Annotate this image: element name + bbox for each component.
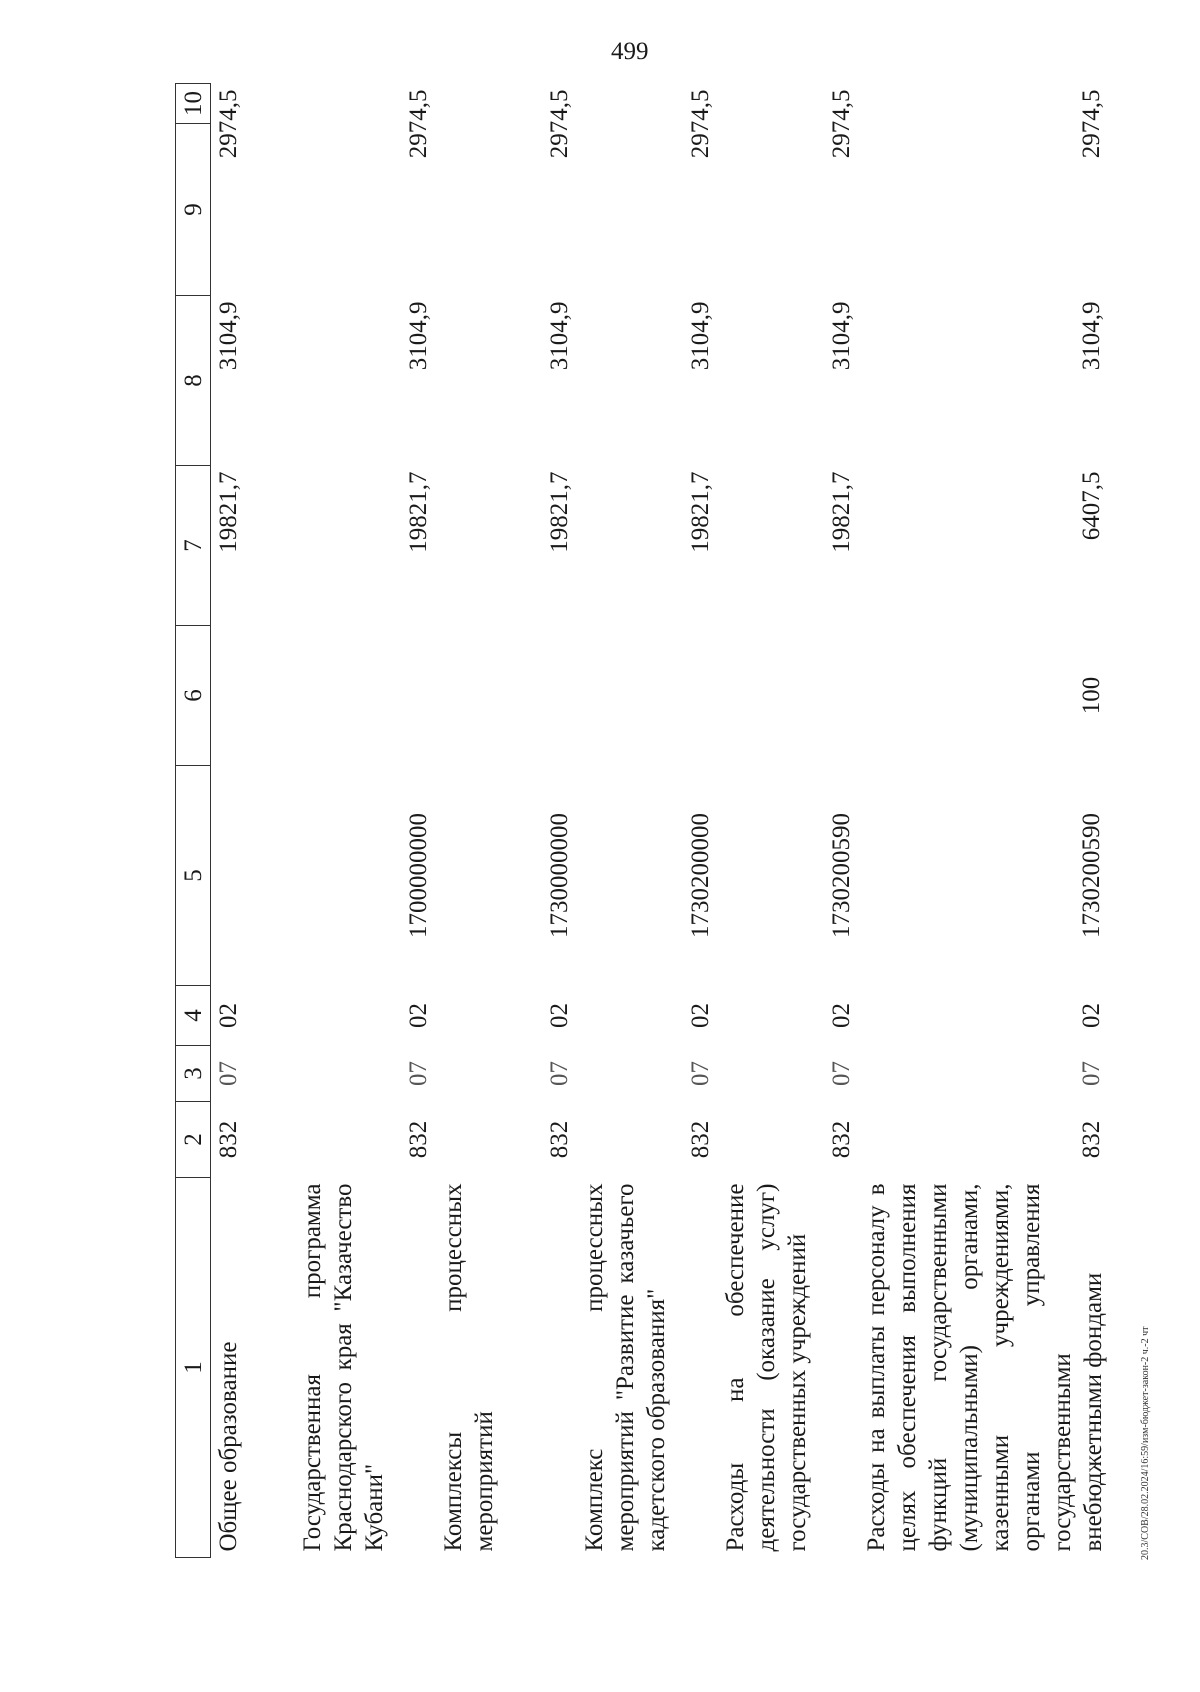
row-name: Государственная программа Краснодарского края "Казачество Кубани" [298, 1183, 388, 1552]
cell-col8: 19821,7 [215, 471, 242, 553]
cell-col5: 02 [215, 1003, 242, 1028]
cell-col3: 832 [827, 1120, 855, 1159]
cell-col10: 2974,5 [827, 89, 855, 159]
cell-col5: 02 [827, 1003, 855, 1028]
document-footer-note: 20.3/СОВ/28.02.2024/16:59/изм-бюджет-закон-2 ч.-2 чт [1140, 1326, 1151, 1560]
cell-col5: 02 [545, 1003, 573, 1028]
column-header: 2 [176, 1102, 211, 1178]
column-header: 6 [176, 626, 211, 766]
cell-col10: 2974,5 [404, 89, 432, 159]
column-header: 3 [176, 1046, 211, 1102]
cell-col6: 1730200590 [1077, 813, 1105, 938]
cell-col4: 07 [1077, 1061, 1105, 1086]
cell-col9: 3104,9 [827, 301, 855, 371]
table-row [436, 84, 577, 1558]
row-name: Расходы на выплаты персоналу в целях обеспечения выполнения функций государственными (муниципальными) органами, казенными учреждениями, органами управления государственными внебюджетными фондами [862, 1183, 1107, 1552]
cell-col6: 1730000000 [545, 813, 573, 938]
cell-col5: 02 [404, 1003, 432, 1028]
column-header: 10 [176, 84, 211, 124]
column-header: 1 [176, 1178, 211, 1558]
column-header: 4 [176, 986, 211, 1046]
column-header: 5 [176, 766, 211, 986]
cell-col10: 2974,5 [215, 89, 242, 159]
table-row [295, 84, 436, 1558]
cell-col9: 3104,9 [404, 301, 432, 371]
cell-col8: 19821,7 [827, 471, 855, 553]
cell-col3: 832 [215, 1120, 242, 1159]
row-name: Комплекс процессных мероприятий "Развитие казачьего кадетского образования" [580, 1183, 670, 1552]
table-row [718, 84, 859, 1558]
cell-col6 [211, 766, 295, 986]
cell-col4: 07 [545, 1061, 573, 1086]
row-name: Комплексы процессных мероприятий [439, 1183, 498, 1552]
cell-col8: 6407,5 [1077, 471, 1105, 541]
rotated-table-wrapper [175, 84, 1107, 1558]
cell-col10: 2974,5 [545, 89, 573, 159]
cell-col3: 832 [1077, 1120, 1105, 1159]
cell-col7 [436, 626, 577, 766]
cell-col6: 1730200000 [686, 813, 714, 938]
cell-col6: 1700000000 [404, 813, 432, 938]
column-header: 7 [176, 466, 211, 626]
cell-col4: 07 [686, 1061, 714, 1086]
cell-col8: 19821,7 [545, 471, 573, 553]
cell-col7: 100 [1077, 676, 1105, 715]
cell-col7 [718, 626, 859, 766]
cell-col9: 3104,9 [545, 301, 573, 371]
cell-col9: 3104,9 [1077, 301, 1105, 371]
cell-col9: 3104,9 [215, 301, 242, 371]
cell-col7 [211, 626, 295, 766]
cell-col9: 3104,9 [686, 301, 714, 371]
header-row [176, 84, 211, 1558]
row-name: Расходы на обеспечение деятельности (оказание услуг) государственных учреждений [721, 1183, 811, 1552]
cell-col4: 07 [404, 1061, 432, 1086]
page-number: 499 [611, 38, 649, 65]
column-header: 9 [176, 124, 211, 296]
table-row [859, 84, 1109, 1558]
cell-col4: 07 [827, 1061, 855, 1086]
cell-col3: 832 [545, 1120, 573, 1159]
cell-col10: 2974,5 [686, 89, 714, 159]
budget-table [175, 83, 1109, 1558]
table-row [211, 84, 295, 1558]
cell-col4: 07 [215, 1061, 242, 1086]
cell-col8: 19821,7 [404, 471, 432, 553]
cell-col8: 19821,7 [686, 471, 714, 553]
cell-col5: 02 [1077, 1003, 1105, 1028]
column-header: 8 [176, 296, 211, 466]
cell-col7 [295, 626, 436, 766]
cell-col5: 02 [686, 1003, 714, 1028]
cell-col3: 832 [404, 1120, 432, 1159]
cell-col7 [577, 626, 718, 766]
cell-col3: 832 [686, 1120, 714, 1159]
row-name: Общее образование [215, 1341, 242, 1552]
cell-col10: 2974,5 [1077, 89, 1105, 159]
cell-col6: 1730200590 [827, 813, 855, 938]
table-row [577, 84, 718, 1558]
